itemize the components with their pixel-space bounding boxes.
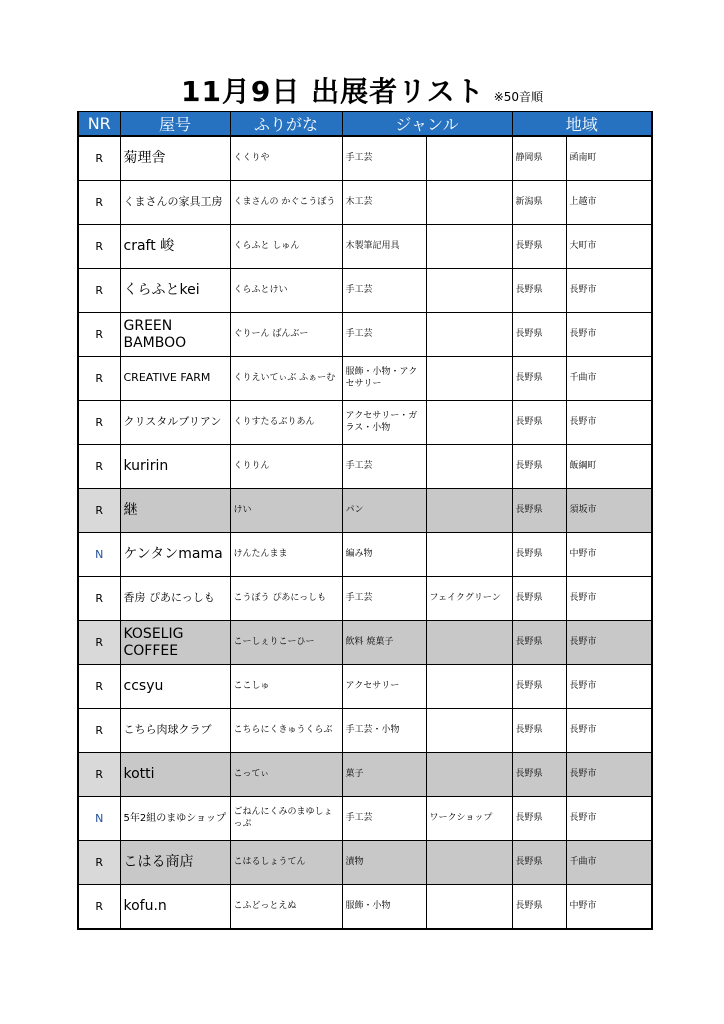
row-pref: 長野県 bbox=[512, 665, 566, 709]
row-name: ケンタンmama bbox=[120, 533, 230, 577]
row-name: 菊理舎 bbox=[120, 136, 230, 181]
row-genre1: パン bbox=[342, 489, 426, 533]
header-area: 地域 bbox=[512, 112, 652, 137]
row-city: 長野市 bbox=[566, 709, 652, 753]
row-genre1: 手工芸 bbox=[342, 313, 426, 357]
table-row bbox=[78, 445, 652, 489]
row-pref: 長野県 bbox=[512, 797, 566, 841]
row-type: R bbox=[78, 181, 120, 225]
row-genre2: ワークショップ bbox=[426, 797, 512, 841]
table-row bbox=[78, 885, 652, 930]
row-name: kotti bbox=[120, 753, 230, 797]
row-genre1: 手工芸 bbox=[342, 136, 426, 181]
row-pref: 長野県 bbox=[512, 313, 566, 357]
table-row bbox=[78, 841, 652, 885]
row-name: こはる商店 bbox=[120, 841, 230, 885]
row-genre2 bbox=[426, 841, 512, 885]
row-genre1: 手工芸・小物 bbox=[342, 709, 426, 753]
table-row bbox=[78, 797, 652, 841]
table-row bbox=[78, 489, 652, 533]
row-type: N bbox=[78, 797, 120, 841]
row-genre2 bbox=[426, 313, 512, 357]
row-genre2 bbox=[426, 621, 512, 665]
header-name: 屋号 bbox=[120, 112, 230, 137]
row-city: 函南町 bbox=[566, 136, 652, 181]
row-kana: こちらにくきゅうくらぶ bbox=[230, 709, 342, 753]
header-genre: ジャンル bbox=[342, 112, 512, 137]
row-city: 中野市 bbox=[566, 533, 652, 577]
row-type: R bbox=[78, 885, 120, 930]
row-type: R bbox=[78, 357, 120, 401]
row-type: R bbox=[78, 577, 120, 621]
table-row bbox=[78, 621, 652, 665]
row-city: 須坂市 bbox=[566, 489, 652, 533]
row-type: R bbox=[78, 709, 120, 753]
row-pref: 長野県 bbox=[512, 621, 566, 665]
row-type: R bbox=[78, 445, 120, 489]
row-kana: くくりや bbox=[230, 136, 342, 181]
row-genre2 bbox=[426, 445, 512, 489]
row-city: 上越市 bbox=[566, 181, 652, 225]
table-row bbox=[78, 401, 652, 445]
row-genre1: 手工芸 bbox=[342, 577, 426, 621]
row-name: 継 bbox=[120, 489, 230, 533]
row-genre1: 菓子 bbox=[342, 753, 426, 797]
row-name: kofu.n bbox=[120, 885, 230, 930]
row-type: R bbox=[78, 841, 120, 885]
table-header-row bbox=[78, 112, 652, 137]
row-name: CREATIVE FARM bbox=[120, 357, 230, 401]
row-kana: くりすたるぶりあん bbox=[230, 401, 342, 445]
row-genre1: 服飾・小物 bbox=[342, 885, 426, 930]
row-name: KOSELIG COFFEE bbox=[120, 621, 230, 665]
row-kana: ここしゅ bbox=[230, 665, 342, 709]
table-row bbox=[78, 269, 652, 313]
row-city: 中野市 bbox=[566, 885, 652, 930]
sort-note: ※50音順 bbox=[493, 90, 544, 104]
row-genre2: フェイクグリーン bbox=[426, 577, 512, 621]
row-city: 長野市 bbox=[566, 401, 652, 445]
row-pref: 長野県 bbox=[512, 401, 566, 445]
page-title-block bbox=[0, 70, 724, 110]
row-pref: 長野県 bbox=[512, 225, 566, 269]
row-type: R bbox=[78, 225, 120, 269]
row-genre1: 手工芸 bbox=[342, 269, 426, 313]
row-pref: 長野県 bbox=[512, 753, 566, 797]
row-type: R bbox=[78, 665, 120, 709]
row-genre2 bbox=[426, 753, 512, 797]
row-genre2 bbox=[426, 181, 512, 225]
row-kana: こーしぇりこーひー bbox=[230, 621, 342, 665]
row-type: R bbox=[78, 489, 120, 533]
row-genre1: 服飾・小物・アクセサリー bbox=[342, 357, 426, 401]
row-kana: ぐりーん ばんぶー bbox=[230, 313, 342, 357]
row-pref: 長野県 bbox=[512, 357, 566, 401]
row-kana: くらふとけい bbox=[230, 269, 342, 313]
row-type: R bbox=[78, 269, 120, 313]
row-pref: 長野県 bbox=[512, 841, 566, 885]
table-row bbox=[78, 533, 652, 577]
row-genre2 bbox=[426, 401, 512, 445]
row-kana: くまさんの かぐこうぼう bbox=[230, 181, 342, 225]
table-row bbox=[78, 753, 652, 797]
row-pref: 長野県 bbox=[512, 533, 566, 577]
table-row bbox=[78, 225, 652, 269]
row-name: こちら肉球クラブ bbox=[120, 709, 230, 753]
row-genre1: 手工芸 bbox=[342, 445, 426, 489]
row-kana: こはるしょうてん bbox=[230, 841, 342, 885]
row-city: 長野市 bbox=[566, 621, 652, 665]
table-row bbox=[78, 709, 652, 753]
row-kana: こってぃ bbox=[230, 753, 342, 797]
row-genre2 bbox=[426, 709, 512, 753]
row-type: N bbox=[78, 533, 120, 577]
row-pref: 長野県 bbox=[512, 269, 566, 313]
row-kana: くらふと しゅん bbox=[230, 225, 342, 269]
row-city: 大町市 bbox=[566, 225, 652, 269]
table-row bbox=[78, 181, 652, 225]
row-type: R bbox=[78, 313, 120, 357]
row-city: 長野市 bbox=[566, 313, 652, 357]
row-name: 香房 ぴあにっしも bbox=[120, 577, 230, 621]
row-genre1: 飲料 焼菓子 bbox=[342, 621, 426, 665]
row-city: 長野市 bbox=[566, 797, 652, 841]
row-city: 千曲市 bbox=[566, 841, 652, 885]
row-kana: くりえいてぃぶ ふぁーむ bbox=[230, 357, 342, 401]
row-type: R bbox=[78, 753, 120, 797]
header-nr: NR bbox=[78, 112, 120, 137]
row-genre1: 手工芸 bbox=[342, 797, 426, 841]
row-name: craft 峻 bbox=[120, 225, 230, 269]
row-kana: けい bbox=[230, 489, 342, 533]
row-genre2 bbox=[426, 269, 512, 313]
row-name: クリスタルブリアン bbox=[120, 401, 230, 445]
row-genre2 bbox=[426, 225, 512, 269]
table-row bbox=[78, 313, 652, 357]
row-genre2 bbox=[426, 885, 512, 930]
table-row bbox=[78, 665, 652, 709]
row-name: GREEN BAMBOO bbox=[120, 313, 230, 357]
row-pref: 長野県 bbox=[512, 577, 566, 621]
row-name: ccsyu bbox=[120, 665, 230, 709]
row-pref: 長野県 bbox=[512, 885, 566, 930]
row-kana: こふどっとえぬ bbox=[230, 885, 342, 930]
row-genre1: アクセサリー・ガラス・小物 bbox=[342, 401, 426, 445]
row-city: 長野市 bbox=[566, 753, 652, 797]
table-row bbox=[78, 357, 652, 401]
row-genre2 bbox=[426, 665, 512, 709]
exhibitor-table bbox=[77, 111, 653, 930]
row-genre1: 編み物 bbox=[342, 533, 426, 577]
header-kana: ふりがな bbox=[230, 112, 342, 137]
row-city: 長野市 bbox=[566, 665, 652, 709]
row-name: kuririn bbox=[120, 445, 230, 489]
row-city: 千曲市 bbox=[566, 357, 652, 401]
row-city: 飯綱町 bbox=[566, 445, 652, 489]
row-pref: 新潟県 bbox=[512, 181, 566, 225]
row-city: 長野市 bbox=[566, 269, 652, 313]
row-genre1: アクセサリー bbox=[342, 665, 426, 709]
row-pref: 長野県 bbox=[512, 445, 566, 489]
row-genre1: 漬物 bbox=[342, 841, 426, 885]
row-genre2 bbox=[426, 136, 512, 181]
row-name: くらふとkei bbox=[120, 269, 230, 313]
row-pref: 長野県 bbox=[512, 709, 566, 753]
row-pref: 静岡県 bbox=[512, 136, 566, 181]
row-type: R bbox=[78, 401, 120, 445]
row-kana: くりりん bbox=[230, 445, 342, 489]
row-name: くまさんの家具工房 bbox=[120, 181, 230, 225]
row-genre2 bbox=[426, 489, 512, 533]
row-kana: けんたんまま bbox=[230, 533, 342, 577]
row-pref: 長野県 bbox=[512, 489, 566, 533]
row-name: 5年2組のまゆショップ bbox=[120, 797, 230, 841]
page-title: 11月9日 出展者リスト bbox=[180, 75, 485, 108]
row-kana: こうぼう ぴあにっしも bbox=[230, 577, 342, 621]
row-genre2 bbox=[426, 357, 512, 401]
row-genre2 bbox=[426, 533, 512, 577]
table-row bbox=[78, 136, 652, 181]
row-city: 長野市 bbox=[566, 577, 652, 621]
table-row bbox=[78, 577, 652, 621]
row-type: R bbox=[78, 621, 120, 665]
row-genre1: 木工芸 bbox=[342, 181, 426, 225]
row-kana: ごねんにくみのまゆしょっぷ bbox=[230, 797, 342, 841]
row-type: R bbox=[78, 136, 120, 181]
row-genre1: 木製筆記用具 bbox=[342, 225, 426, 269]
